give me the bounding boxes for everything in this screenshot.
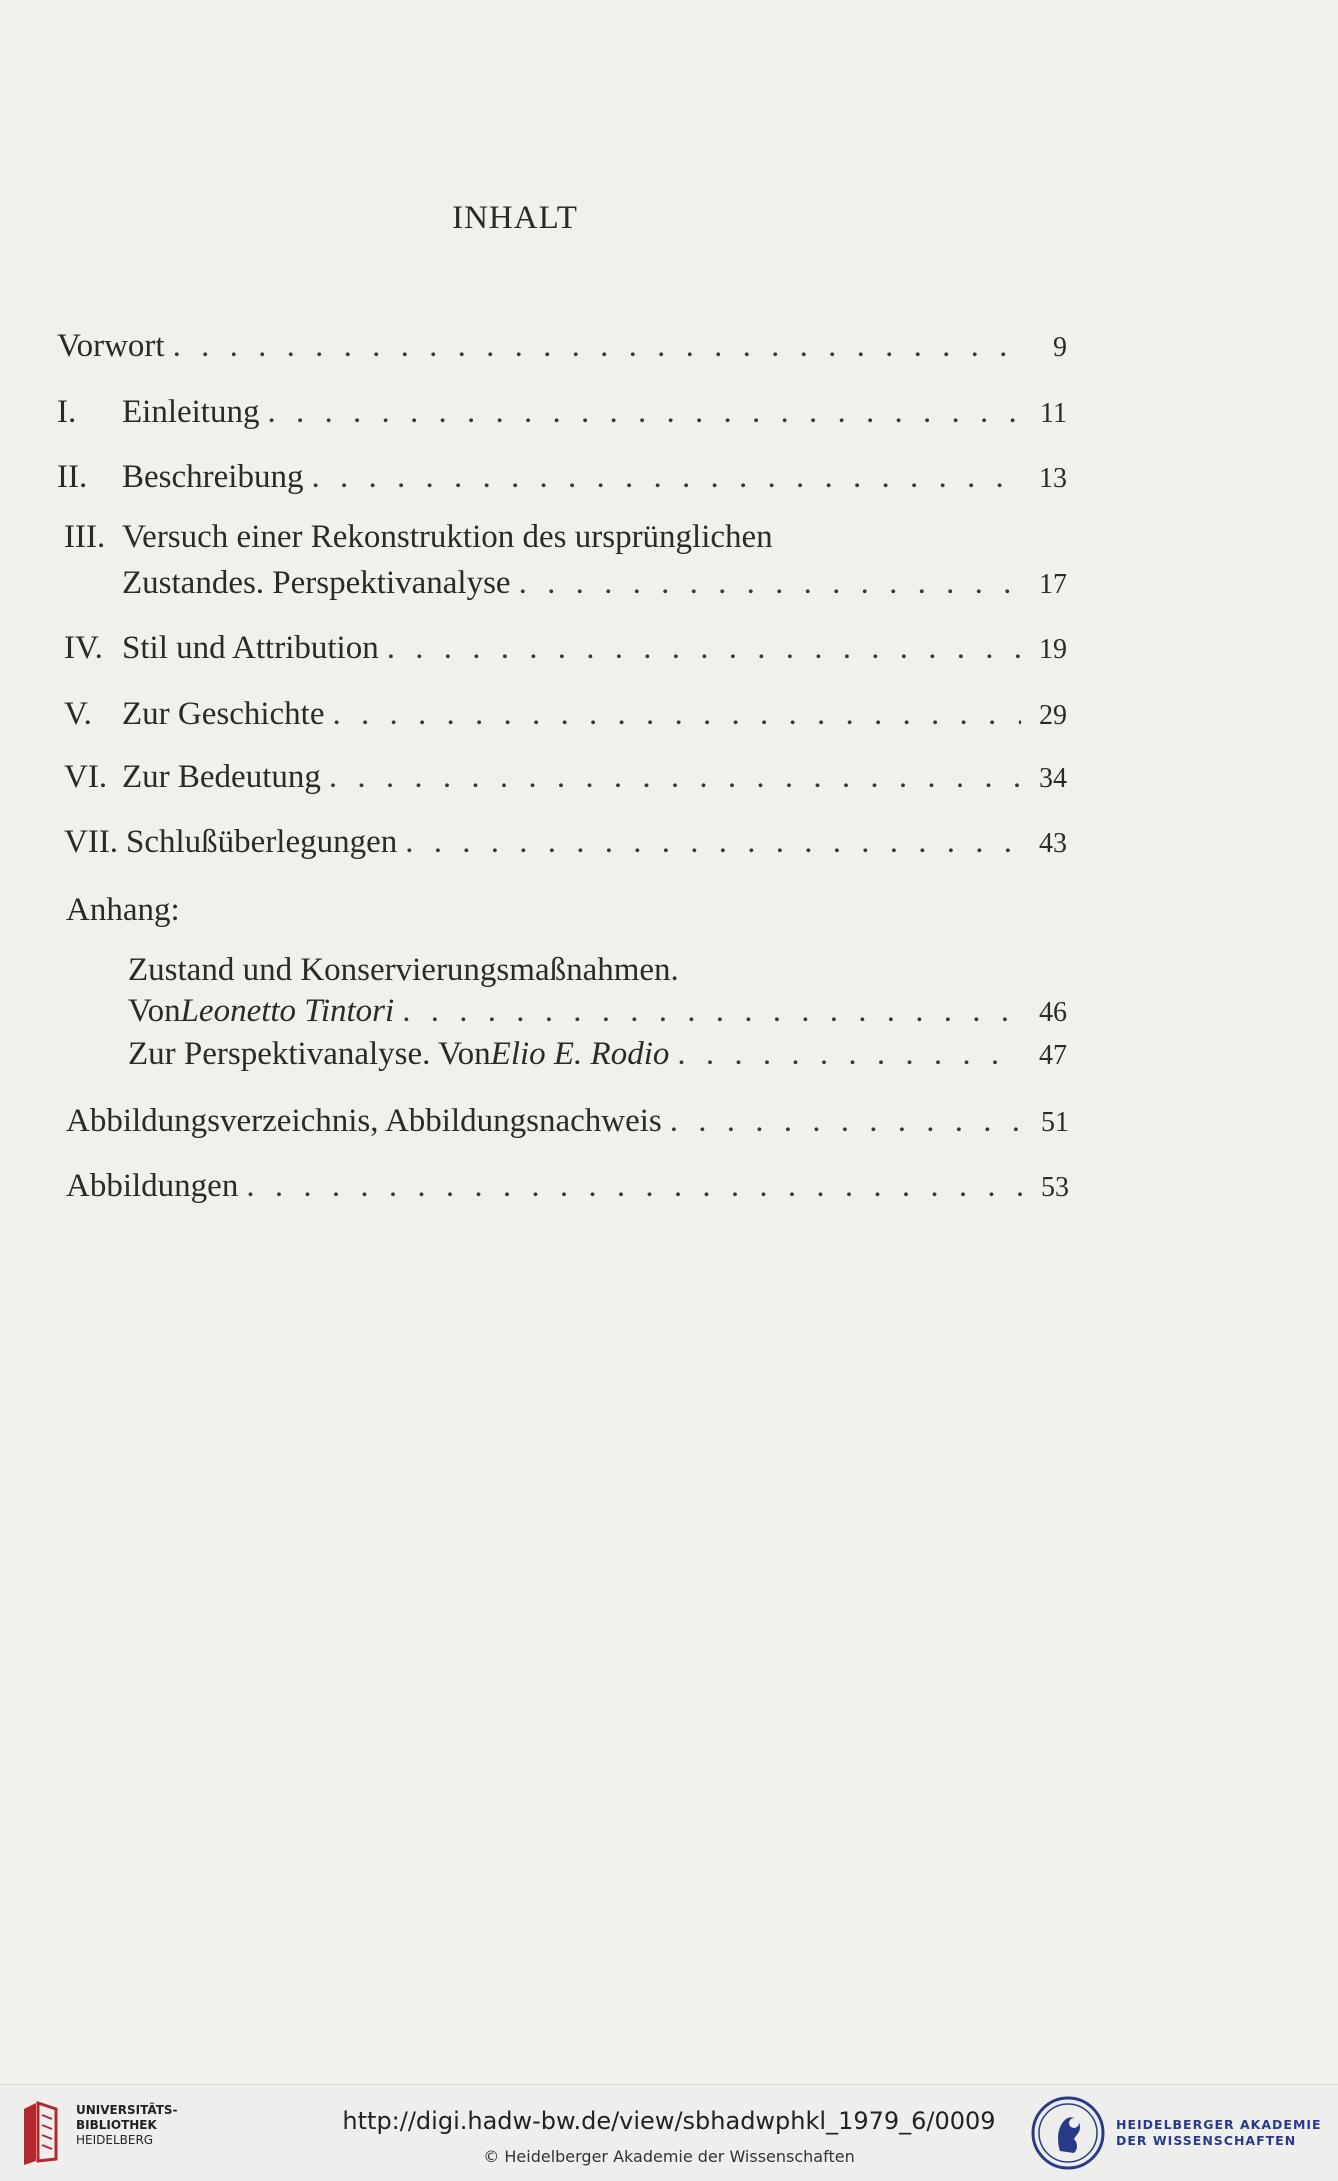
leader-dots bbox=[311, 459, 1021, 496]
toc-page-number: 17 bbox=[1039, 569, 1067, 600]
academy-name-line1: HEIDELBERGER AKADEMIE bbox=[1116, 2117, 1322, 2132]
leader-dots bbox=[519, 565, 1021, 602]
leader-dots bbox=[333, 696, 1022, 733]
appendix-prefix: Von bbox=[128, 993, 181, 1029]
leader-dots bbox=[405, 824, 1021, 861]
toc-label: Abbildungsverzeichnis, Abbildungsnachweis bbox=[66, 1103, 662, 1139]
appendix-author: Elio E. Rodio bbox=[490, 1036, 670, 1072]
toc-page-number: 11 bbox=[1040, 398, 1067, 429]
library-name-line2: BIBLIOTHEK bbox=[76, 2118, 157, 2132]
appendix-entry-perspektivanalyse bbox=[128, 1036, 1067, 1073]
toc-number: I. bbox=[57, 394, 77, 430]
toc-page-number: 34 bbox=[1039, 763, 1067, 794]
library-name-line3: HEIDELBERG bbox=[76, 2133, 154, 2147]
page-title: INHALT bbox=[452, 200, 578, 236]
toc-label: Zur Geschichte bbox=[122, 696, 325, 732]
toc-entry-rekonstruktion-cont bbox=[122, 565, 1067, 602]
leader-dots bbox=[246, 1168, 1023, 1205]
viewer-footer bbox=[0, 2084, 1338, 2181]
academy-seal-icon bbox=[1030, 2095, 1106, 2171]
leader-dots bbox=[677, 1036, 1021, 1073]
toc-page-number: 46 bbox=[1039, 997, 1067, 1028]
appendix-entry-zustand: Zustand und Konservierungsmaßnahmen. bbox=[128, 952, 679, 988]
leader-dots bbox=[267, 394, 1021, 431]
appendix-heading: Anhang: bbox=[66, 892, 180, 928]
leader-dots bbox=[329, 759, 1021, 796]
toc-label: Vorwort bbox=[57, 328, 165, 364]
appendix-author: Leonetto Tintori bbox=[180, 993, 395, 1029]
leader-dots bbox=[402, 993, 1021, 1030]
toc-entry-bedeutung bbox=[64, 759, 1067, 796]
toc-entry-einleitung bbox=[57, 394, 1067, 431]
toc-page-number: 51 bbox=[1041, 1107, 1069, 1138]
leader-dots bbox=[670, 1103, 1023, 1140]
toc-label: Beschreibung bbox=[122, 459, 304, 495]
toc-entry-geschichte bbox=[64, 696, 1067, 733]
toc-page-number: 43 bbox=[1039, 828, 1067, 859]
toc-number: III. bbox=[64, 519, 106, 555]
appendix-entry-zustand-author bbox=[128, 993, 1067, 1030]
appendix-prefix: Zur Perspektivanalyse. Von bbox=[128, 1036, 491, 1072]
leader-dots bbox=[173, 328, 1021, 365]
toc-label-continued: Zustandes. Perspektivanalyse bbox=[122, 565, 511, 601]
academy-logo-text bbox=[1116, 2117, 1322, 2149]
toc-page-number: 47 bbox=[1039, 1040, 1067, 1071]
toc-entry-schlussueberlegungen bbox=[64, 824, 1067, 861]
library-name-line1: UNIVERSITÄTS- bbox=[76, 2103, 178, 2117]
toc-label: Stil und Attribution bbox=[122, 630, 379, 666]
toc-page-number: 53 bbox=[1041, 1172, 1069, 1203]
leader-dots bbox=[387, 630, 1021, 667]
toc-label: Abbildungen bbox=[66, 1168, 239, 1204]
toc-entry-beschreibung bbox=[57, 459, 1067, 496]
academy-name-line2: DER WISSENSCHAFTEN bbox=[1116, 2133, 1297, 2148]
toc-label: Schlußüberlegungen bbox=[126, 824, 398, 860]
toc-page-number: 9 bbox=[1053, 332, 1067, 363]
copyright-notice: © Heidelberger Akademie der Wissenschaften bbox=[483, 2147, 855, 2166]
toc-page-number: 19 bbox=[1039, 634, 1067, 665]
toc-page-number: 13 bbox=[1039, 463, 1067, 494]
toc-entry-rekonstruktion bbox=[64, 519, 773, 556]
toc-entry-stil bbox=[64, 630, 1067, 667]
toc-page-number: 29 bbox=[1039, 700, 1067, 731]
toc-number: VI. bbox=[64, 759, 108, 795]
toc-entry-vorwort bbox=[57, 328, 1067, 365]
toc-entry-abbildungen bbox=[66, 1168, 1069, 1205]
toc-label: Einleitung bbox=[122, 394, 260, 430]
toc-entry-abbildungsverzeichnis bbox=[66, 1103, 1069, 1140]
toc-label: Zur Bedeutung bbox=[122, 759, 321, 795]
toc-label: Versuch einer Rekonstruktion des ursprünglichen bbox=[122, 519, 773, 555]
permalink-url[interactable]: http://digi.hadw-bw.de/view/sbhadwphkl_1979_6/0009 bbox=[342, 2107, 996, 2135]
toc-number: VII. bbox=[64, 824, 119, 860]
toc-number: IV. bbox=[64, 630, 103, 666]
toc-number: II. bbox=[57, 459, 88, 495]
toc-number: V. bbox=[64, 696, 92, 732]
